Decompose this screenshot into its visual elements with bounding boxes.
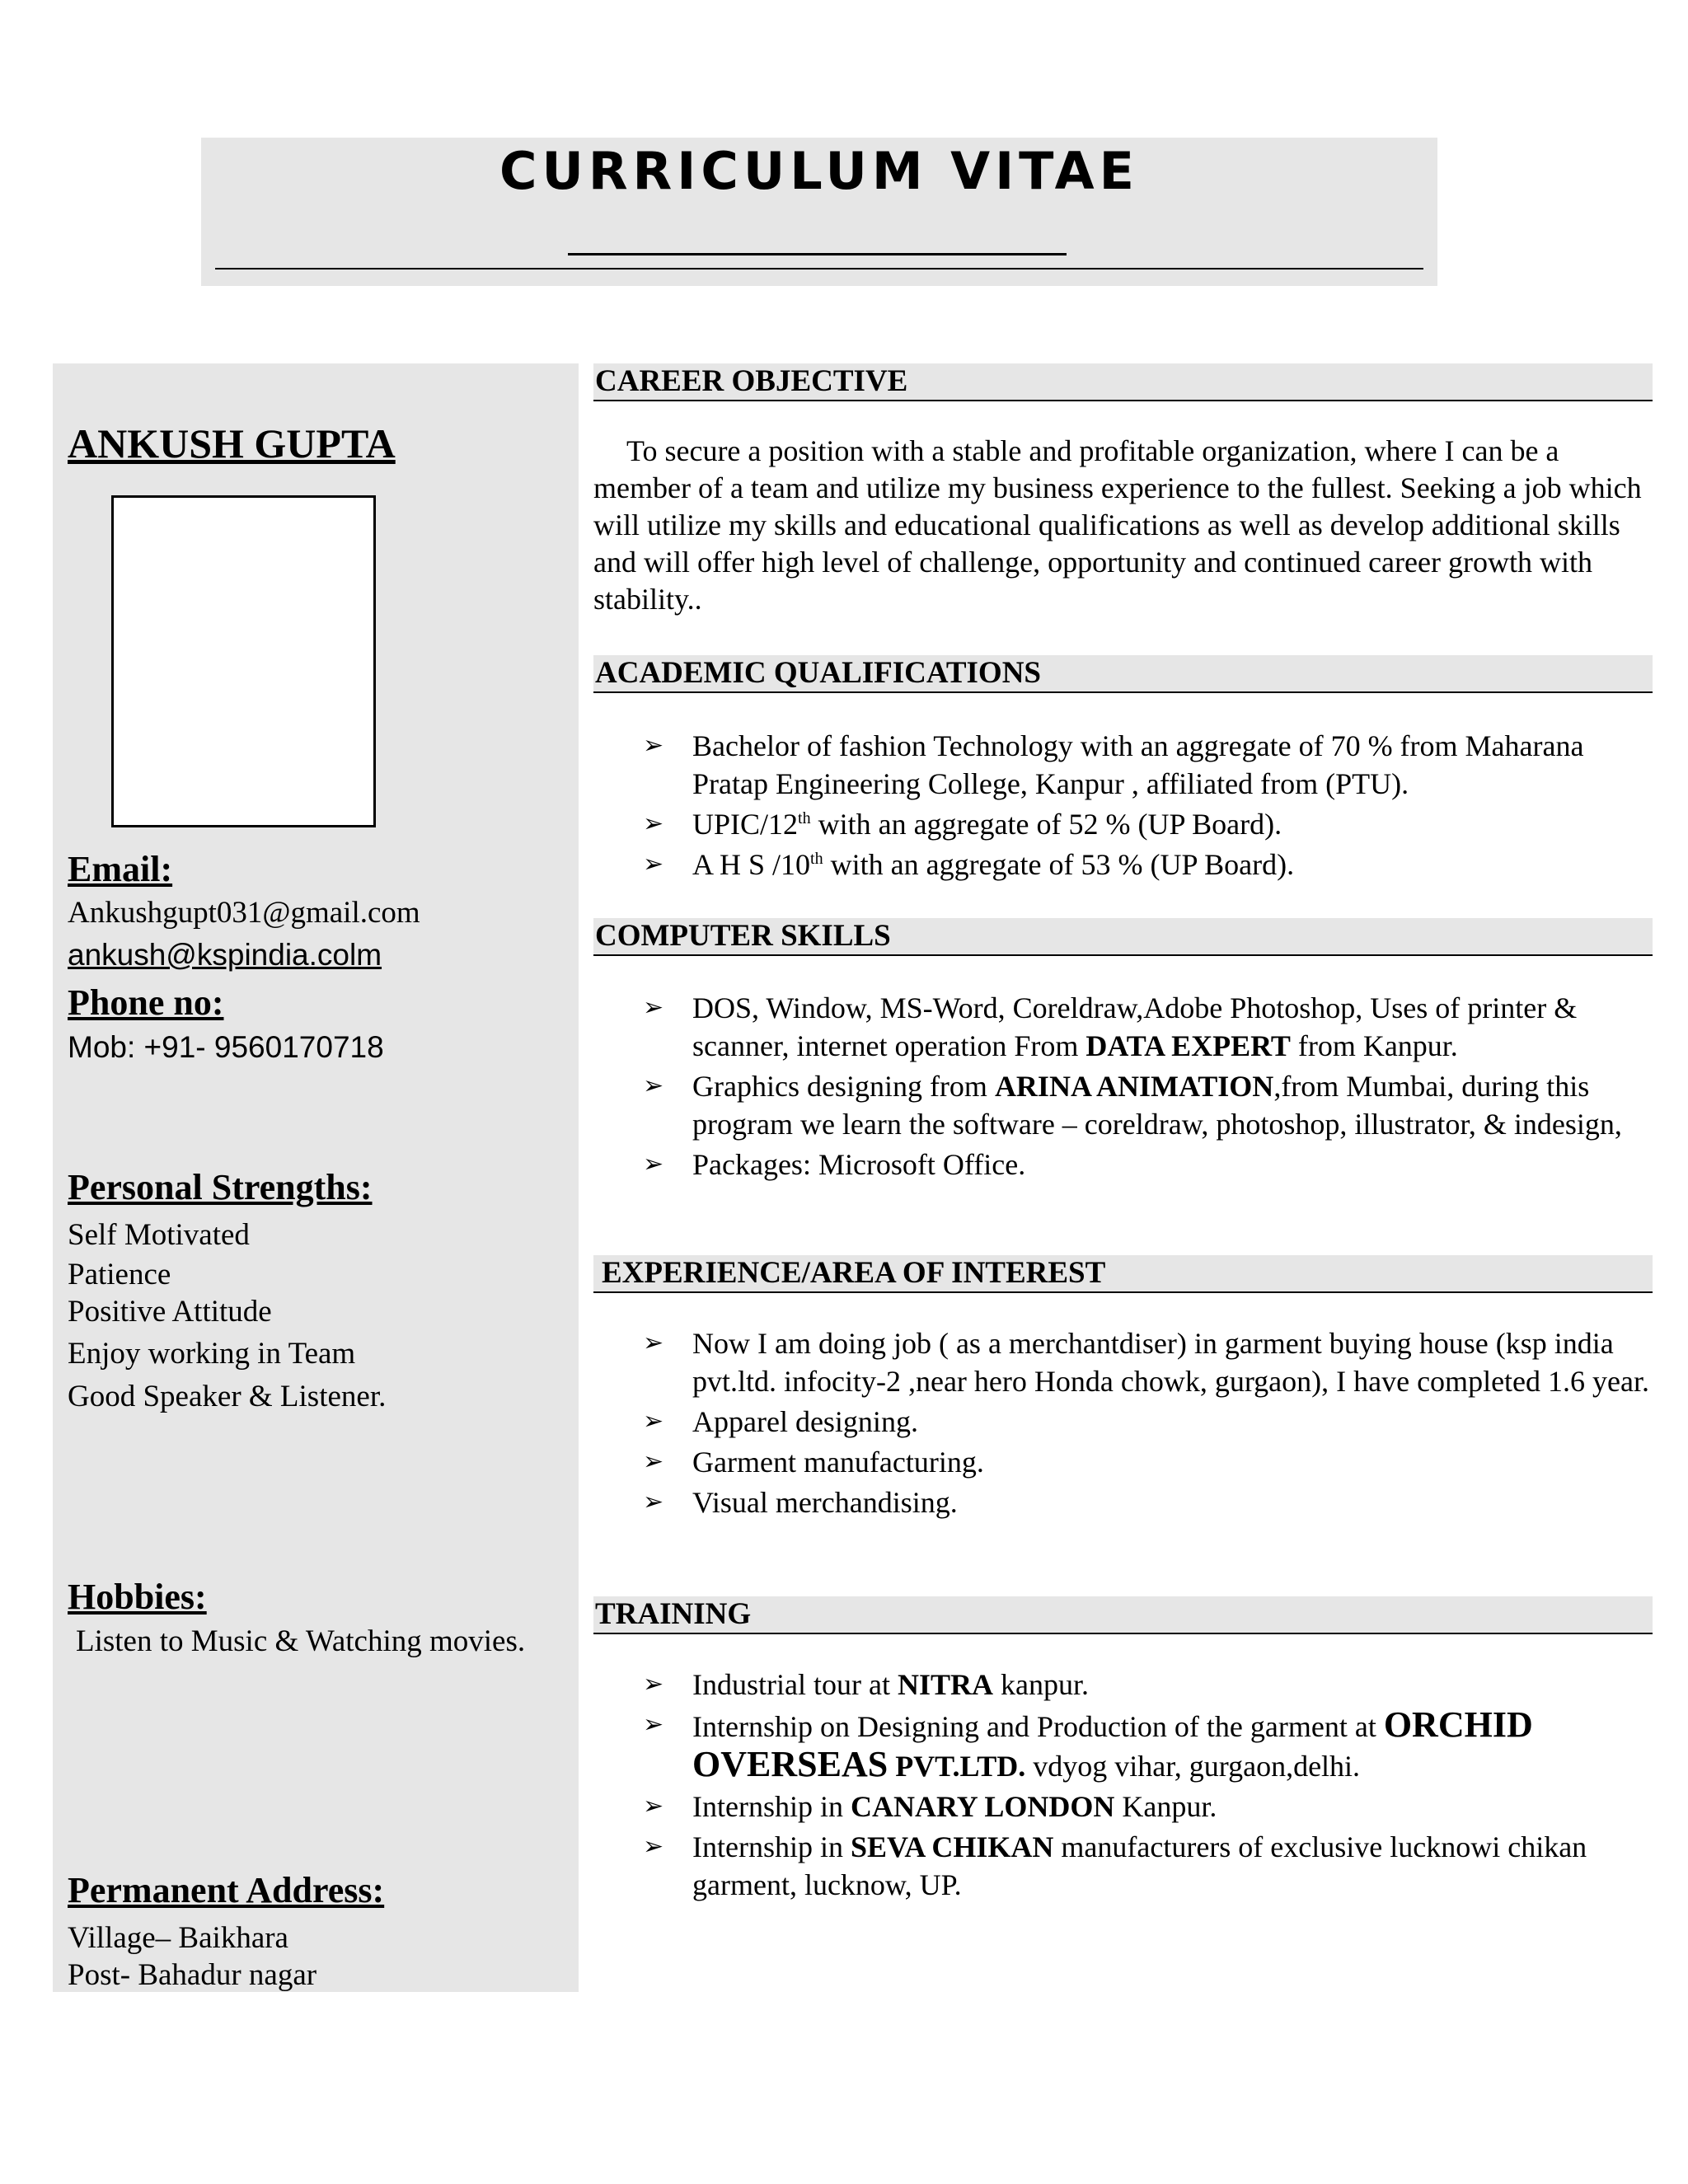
list-item: ➢ Industrial tour at NITRA kanpur. [643,1666,1665,1704]
list-item: ➢ Garment manufacturing. [643,1443,1665,1481]
arrow-bullet-icon: ➢ [643,1407,664,1436]
email-primary: Ankushgupt031@gmail.com [68,896,420,930]
list-item: ➢ Internship in CANARY LONDON Kanpur. [643,1788,1665,1825]
phone-heading: Phone no: [68,982,224,1023]
arrow-bullet-icon: ➢ [643,1071,664,1100]
section-career-objective [593,363,1653,401]
address-line: Village– Baikhara [68,1921,288,1955]
list-item: ➢ Internship in SEVA CHIKAN manufacturers of exclusive lucknowi chikan garment, lucknow, UP. [643,1828,1665,1904]
strength-item: Positive Attitude [68,1295,272,1329]
strength-item: Self Motivated [68,1218,250,1252]
arrow-bullet-icon: ➢ [643,850,664,879]
arrow-bullet-icon: ➢ [643,809,664,838]
address-heading: Permanent Address: [68,1870,385,1910]
strengths-heading: Personal Strengths: [68,1167,373,1207]
section-computer-skills [593,918,1653,956]
section-title: ACADEMIC QUALIFICATIONS [595,656,1041,690]
academic-list [643,727,1665,886]
arrow-bullet-icon: ➢ [643,1329,664,1357]
arrow-bullet-icon: ➢ [643,1792,664,1821]
hobbies-text: Listen to Music & Watching movies. [76,1624,526,1658]
list-item: ➢ Packages: Microsoft Office. [643,1146,1665,1183]
candidate-name: ANKUSH GUPTA [68,420,396,466]
section-experience [593,1255,1653,1293]
list-item: ➢ A H S /10th with an aggregate of 53 % (UP Board). [643,846,1665,883]
strength-item: Good Speaker & Listener. [68,1380,387,1413]
section-training [593,1596,1653,1634]
email-heading: Email: [68,849,173,889]
title-banner [201,138,1437,286]
list-item: ➢ Visual merchandising. [643,1483,1665,1521]
list-item: ➢ UPIC/12th with an aggregate of 52 % (UP Board). [643,805,1665,843]
section-title: TRAINING [595,1597,752,1631]
email-secondary[interactable]: ankush@kspindia.colm [68,938,382,972]
section-academic [593,655,1653,693]
arrow-bullet-icon: ➢ [643,1670,664,1699]
training-list [643,1666,1665,1906]
list-item: ➢ Now I am doing job ( as a merchantdiser) in garment buying house (ksp india pvt.ltd. infocity-2 ,near hero Honda chowk, gurgaon), I have completed 1.6 year. [643,1324,1665,1400]
computer-list [643,989,1665,1186]
section-title: COMPUTER SKILLS [595,919,891,953]
strength-item: Patience [68,1258,171,1291]
arrow-bullet-icon: ➢ [643,1150,664,1179]
objective-text: To secure a position with a stable and profitable organization, where I can be a member of a team and utilize my business experience to the fullest. Seeking a job which will utilize my skills and educational qualifications as well as develop additional skills and will offer high level of challenge, opportunity and continued career growth with stability.. [593,434,1642,616]
section-title: CAREER OBJECTIVE [595,364,908,398]
hobbies-heading: Hobbies: [68,1577,207,1617]
address-line: Post- Bahadur nagar [68,1958,317,1992]
document-title: CURRICULUM VITAE [499,141,1140,201]
arrow-bullet-icon: ➢ [643,1488,664,1516]
list-item: ➢ Internship on Designing and Production of the garment at ORCHID OVERSEAS PVT.LTD. vdyog vihar, gurgaon,delhi. [643,1704,1533,1784]
list-item: ➢ Bachelor of fashion Technology with an aggregate of 70 % from Maharana Pratap Engineering College, Kanpur , affiliated from (PTU). [643,727,1665,803]
list-item: ➢ Graphics designing from ARINA ANIMATION,from Mumbai, during this program we learn the software – coreldraw, photoshop, illustrator, & indesign, [643,1067,1665,1143]
experience-list [643,1324,1665,1524]
arrow-bullet-icon: ➢ [643,1710,664,1739]
title-divider [215,268,1423,269]
phone-number: Mob: +91- 9560170718 [68,1030,384,1064]
arrow-bullet-icon: ➢ [643,1832,664,1861]
list-item: ➢ DOS, Window, MS-Word, Coreldraw,Adobe Photoshop, Uses of printer & scanner, internet operation From DATA EXPERT from Kanpur. [643,989,1665,1065]
sidebar [53,363,579,1992]
arrow-bullet-icon: ➢ [643,993,664,1022]
title-underline [568,253,1067,255]
section-title: EXPERIENCE/AREA OF INTEREST [602,1256,1106,1290]
arrow-bullet-icon: ➢ [643,1447,664,1476]
list-item: ➢ Apparel designing. [643,1403,1665,1441]
arrow-bullet-icon: ➢ [643,731,664,760]
photo-placeholder [111,495,376,827]
strength-item: Enjoy working in Team [68,1337,356,1371]
